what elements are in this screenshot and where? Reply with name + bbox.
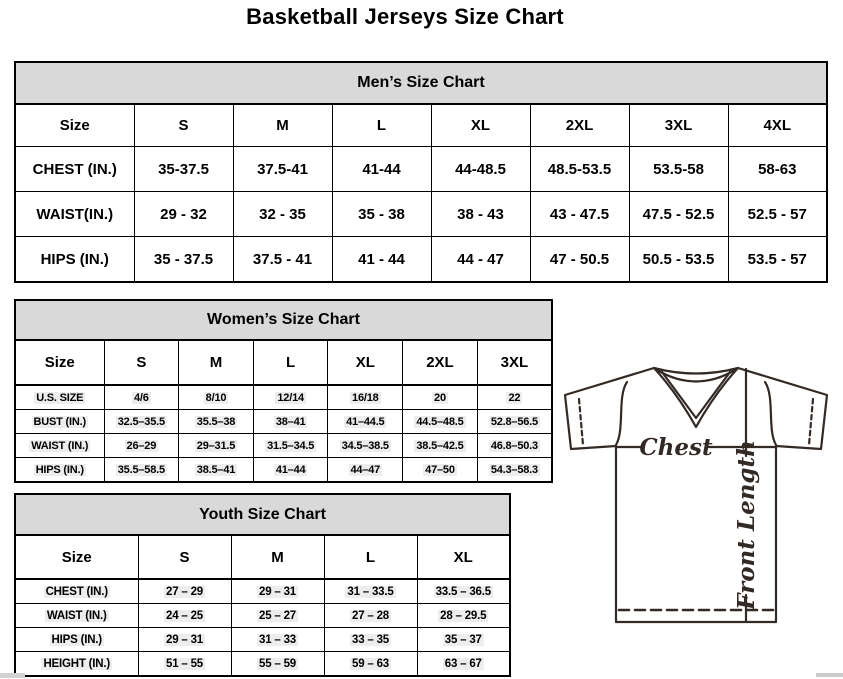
value-cell: 26–29 xyxy=(104,434,179,458)
value-cell: 38–41 xyxy=(253,410,328,434)
value-cell: 52.5 - 57 xyxy=(728,192,827,237)
value-cell: 38.5–42.5 xyxy=(403,434,478,458)
column-header: Size xyxy=(15,340,104,385)
jersey-right-armhole-seam xyxy=(765,382,776,445)
column-header: M xyxy=(179,340,254,385)
youth-chart-title: Youth Size Chart xyxy=(15,494,510,535)
table-row xyxy=(15,147,827,192)
value-cell: 22 xyxy=(477,385,552,410)
table-row xyxy=(15,237,827,283)
row-label: BUST (IN.) xyxy=(15,410,104,434)
table-row xyxy=(15,604,510,628)
jersey-collar-inner-v xyxy=(662,372,730,418)
value-cell: 47.5 - 52.5 xyxy=(629,192,728,237)
row-label: HIPS (IN.) xyxy=(15,628,138,652)
table-row xyxy=(15,385,552,410)
table-row xyxy=(15,410,552,434)
value-cell: 16/18 xyxy=(328,385,403,410)
table-row xyxy=(15,104,827,147)
value-cell: 44–47 xyxy=(328,458,403,483)
column-header: L xyxy=(253,340,328,385)
value-cell: 38 - 43 xyxy=(431,192,530,237)
value-cell: 51 – 55 xyxy=(138,652,231,677)
table-row xyxy=(15,300,552,340)
value-cell: 63 – 67 xyxy=(417,652,510,677)
value-cell: 35-37.5 xyxy=(134,147,233,192)
value-cell: 41-44 xyxy=(332,147,431,192)
value-cell: 20 xyxy=(403,385,478,410)
value-cell: 53.5-58 xyxy=(629,147,728,192)
value-cell: 12/14 xyxy=(253,385,328,410)
table-row xyxy=(15,628,510,652)
chest-label: Chest xyxy=(639,434,713,461)
column-header: 2XL xyxy=(403,340,478,385)
value-cell: 58-63 xyxy=(728,147,827,192)
youth-size-table xyxy=(14,493,511,677)
value-cell: 41–44.5 xyxy=(328,410,403,434)
value-cell: 53.5 - 57 xyxy=(728,237,827,283)
value-cell: 8/10 xyxy=(179,385,254,410)
value-cell: 32.5–35.5 xyxy=(104,410,179,434)
value-cell: 33 – 35 xyxy=(324,628,417,652)
table-row xyxy=(15,434,552,458)
page-title: Basketball Jerseys Size Chart xyxy=(246,4,564,29)
value-cell: 33.5 – 36.5 xyxy=(417,579,510,604)
value-cell: 27 – 29 xyxy=(138,579,231,604)
value-cell: 29 - 32 xyxy=(134,192,233,237)
value-cell: 34.5–38.5 xyxy=(328,434,403,458)
column-header: XL xyxy=(431,104,530,147)
value-cell: 29 – 31 xyxy=(231,579,324,604)
table-row xyxy=(15,458,552,483)
row-label: U.S. SIZE xyxy=(15,385,104,410)
table-row xyxy=(15,579,510,604)
value-cell: 54.3–58.3 xyxy=(477,458,552,483)
row-label: HEIGHT (IN.) xyxy=(15,652,138,677)
value-cell: 35.5–38 xyxy=(179,410,254,434)
jersey-measurement-diagram xyxy=(550,355,843,645)
value-cell: 38.5–41 xyxy=(179,458,254,483)
value-cell: 44 - 47 xyxy=(431,237,530,283)
value-cell: 4/6 xyxy=(104,385,179,410)
value-cell: 48.5-53.5 xyxy=(530,147,629,192)
column-header: 4XL xyxy=(728,104,827,147)
value-cell: 44-48.5 xyxy=(431,147,530,192)
value-cell: 43 - 47.5 xyxy=(530,192,629,237)
front-length-label: Front Length xyxy=(733,440,760,610)
value-cell: 29–31.5 xyxy=(179,434,254,458)
jersey-collar-top-arc xyxy=(654,368,738,374)
value-cell: 59 – 63 xyxy=(324,652,417,677)
value-cell: 24 – 25 xyxy=(138,604,231,628)
jersey-left-armhole-seam xyxy=(616,382,627,445)
womens-chart-title: Women’s Size Chart xyxy=(15,300,552,340)
table-row xyxy=(15,494,510,535)
column-header: XL xyxy=(417,535,510,579)
womens-size-table xyxy=(14,299,553,483)
value-cell: 52.8–56.5 xyxy=(477,410,552,434)
column-header: Size xyxy=(15,104,134,147)
row-label: HIPS (IN.) xyxy=(15,458,104,483)
value-cell: 50.5 - 53.5 xyxy=(629,237,728,283)
mens-chart-title: Men’s Size Chart xyxy=(15,62,827,104)
jersey-left-cuff-stitch xyxy=(579,399,583,445)
row-label: WAIST (IN.) xyxy=(15,604,138,628)
value-cell: 35 - 38 xyxy=(332,192,431,237)
column-header: XL xyxy=(328,340,403,385)
scrollbar-fragment-left[interactable] xyxy=(0,673,25,678)
column-header: M xyxy=(233,104,332,147)
column-header: S xyxy=(104,340,179,385)
table-row xyxy=(15,340,552,385)
column-header: Size xyxy=(15,535,138,579)
mens-size-table xyxy=(14,61,828,283)
value-cell: 37.5-41 xyxy=(233,147,332,192)
value-cell: 35.5–58.5 xyxy=(104,458,179,483)
value-cell: 35 – 37 xyxy=(417,628,510,652)
value-cell: 25 – 27 xyxy=(231,604,324,628)
value-cell: 41 - 44 xyxy=(332,237,431,283)
value-cell: 29 – 31 xyxy=(138,628,231,652)
value-cell: 47–50 xyxy=(403,458,478,483)
table-row xyxy=(15,192,827,237)
value-cell: 32 - 35 xyxy=(233,192,332,237)
table-row xyxy=(15,652,510,677)
column-header: 3XL xyxy=(477,340,552,385)
table-row xyxy=(15,62,827,104)
row-label: WAIST(IN.) xyxy=(15,192,134,237)
column-header: S xyxy=(138,535,231,579)
column-header: 2XL xyxy=(530,104,629,147)
jersey-right-sleeve xyxy=(738,368,827,449)
value-cell: 41–44 xyxy=(253,458,328,483)
value-cell: 37.5 - 41 xyxy=(233,237,332,283)
table-row xyxy=(15,535,510,579)
value-cell: 31.5–34.5 xyxy=(253,434,328,458)
row-label: WAIST (IN.) xyxy=(15,434,104,458)
column-header: S xyxy=(134,104,233,147)
jersey-diagram-svg xyxy=(550,355,843,645)
value-cell: 44.5–48.5 xyxy=(403,410,478,434)
column-header: 3XL xyxy=(629,104,728,147)
row-label: CHEST (IN.) xyxy=(15,579,138,604)
value-cell: 28 – 29.5 xyxy=(417,604,510,628)
value-cell: 46.8–50.3 xyxy=(477,434,552,458)
row-label: CHEST (IN.) xyxy=(15,147,134,192)
value-cell: 55 – 59 xyxy=(231,652,324,677)
value-cell: 31 – 33.5 xyxy=(324,579,417,604)
scrollbar-fragment-right[interactable] xyxy=(816,673,843,677)
column-header: M xyxy=(231,535,324,579)
value-cell: 35 - 37.5 xyxy=(134,237,233,283)
column-header: L xyxy=(332,104,431,147)
jersey-right-cuff-stitch xyxy=(809,399,813,445)
value-cell: 27 – 28 xyxy=(324,604,417,628)
row-label: HIPS (IN.) xyxy=(15,237,134,283)
value-cell: 47 - 50.5 xyxy=(530,237,629,283)
column-header: L xyxy=(324,535,417,579)
value-cell: 31 – 33 xyxy=(231,628,324,652)
